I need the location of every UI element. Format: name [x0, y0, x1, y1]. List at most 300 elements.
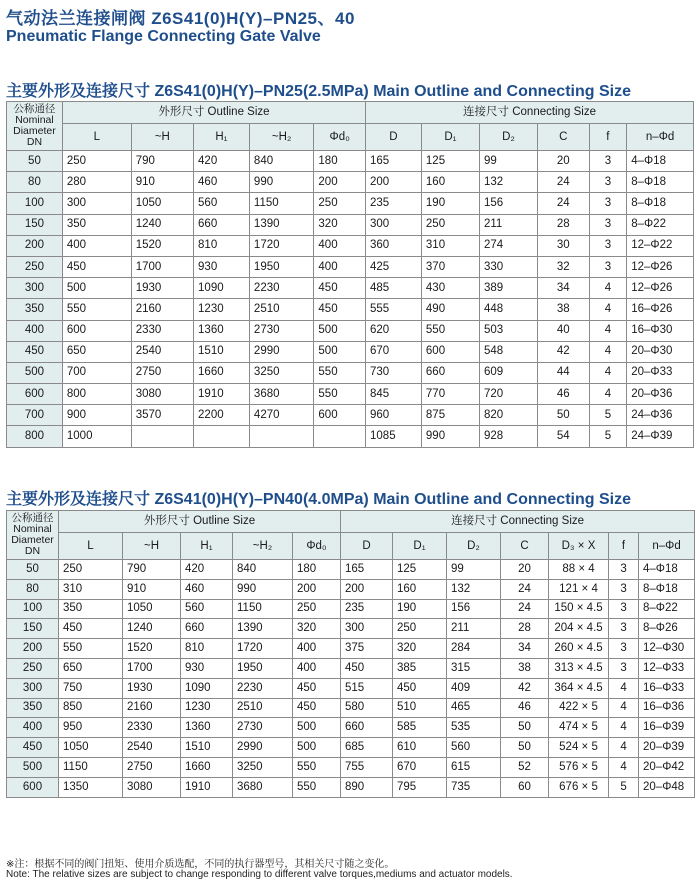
table-cell: 425	[366, 256, 422, 277]
table-cell: 400	[62, 235, 131, 256]
table-cell: 1910	[194, 384, 250, 405]
table-cell: 1390	[233, 619, 293, 639]
column-header: Φd₀	[293, 533, 341, 560]
table-cell: 4	[609, 678, 639, 698]
dn-cell: 50	[7, 560, 59, 580]
table-cell: 500	[314, 341, 366, 362]
column-header: C	[501, 533, 549, 560]
table-cell: 8–Φ18	[627, 193, 694, 214]
table-1-heading: 主要外形及连接尺寸 Z6S41(0)H(Y)–PN25(2.5MPa) Main Outline and Connecting Size	[6, 83, 631, 100]
table-cell: 900	[62, 405, 131, 426]
table-cell: 2750	[131, 362, 193, 383]
table-cell: 460	[194, 172, 250, 193]
table-cell: 1520	[131, 235, 193, 256]
table-cell	[314, 426, 366, 447]
table-cell: 8–Φ18	[639, 579, 695, 599]
table-cell: 5	[589, 426, 627, 447]
table-cell: 409	[447, 678, 501, 698]
table-cell: 52	[501, 757, 549, 777]
table-cell: 300	[366, 214, 422, 235]
table-cell: 156	[447, 599, 501, 619]
table-row	[7, 172, 694, 193]
dn-cell: 50	[7, 151, 63, 172]
table-cell: 615	[447, 757, 501, 777]
table-cell: 660	[181, 619, 233, 639]
table-cell: 720	[479, 384, 537, 405]
table-cell: 40	[538, 320, 590, 341]
dn-cell: 600	[7, 384, 63, 405]
table-cell: 132	[447, 579, 501, 599]
dn-cell: 200	[7, 639, 59, 659]
table-cell: 250	[293, 599, 341, 619]
table-cell: 3	[609, 639, 639, 659]
table-cell: 28	[501, 619, 549, 639]
table-cell: 1000	[62, 426, 131, 447]
table-cell: 121 × 4	[549, 579, 609, 599]
table-cell: 820	[479, 405, 537, 426]
table-cell: 20	[538, 151, 590, 172]
table-cell: 235	[366, 193, 422, 214]
table-cell: 500	[62, 278, 131, 299]
table-cell: 548	[479, 341, 537, 362]
table-cell: 450	[62, 256, 131, 277]
table-cell: 180	[293, 560, 341, 580]
table-cell: 385	[393, 658, 447, 678]
table-cell: 310	[59, 579, 123, 599]
table-cell: 16–Φ30	[627, 320, 694, 341]
dn-cell: 300	[7, 278, 63, 299]
table-cell: 585	[393, 718, 447, 738]
table-cell: 132	[479, 172, 537, 193]
column-header: D	[341, 533, 393, 560]
connecting-size-header: 连接尺寸 Connecting Size	[366, 102, 694, 124]
table-cell: 389	[479, 278, 537, 299]
table-cell: 3	[589, 214, 627, 235]
table-cell: 755	[341, 757, 393, 777]
table-row	[7, 619, 695, 639]
table-cell: 735	[447, 777, 501, 797]
table-cell: 2160	[123, 698, 181, 718]
column-header: ~H	[123, 533, 181, 560]
table-cell: 2230	[233, 678, 293, 698]
table-cell: 3080	[123, 777, 181, 797]
table-cell: 3	[609, 599, 639, 619]
column-header: D	[366, 124, 422, 151]
table-cell: 88 × 4	[549, 560, 609, 580]
table-cell: 204 × 4.5	[549, 619, 609, 639]
table-cell: 360	[366, 235, 422, 256]
table-cell: 930	[194, 256, 250, 277]
table-row	[7, 320, 694, 341]
table-row	[7, 777, 695, 797]
table-cell: 2540	[123, 738, 181, 758]
table-cell: 2750	[123, 757, 181, 777]
table-cell: 510	[393, 698, 447, 718]
dn-cell: 700	[7, 405, 63, 426]
table-row	[7, 341, 694, 362]
table-cell: 1700	[131, 256, 193, 277]
table-cell: 450	[314, 299, 366, 320]
table-cell: 3	[589, 172, 627, 193]
column-header: f	[609, 533, 639, 560]
table-cell: 20	[501, 560, 549, 580]
table-cell: 500	[293, 738, 341, 758]
table-cell: 4	[609, 698, 639, 718]
table-cell: 313 × 4.5	[549, 658, 609, 678]
table-cell: 30	[538, 235, 590, 256]
table-cell: 670	[393, 757, 447, 777]
table-row	[7, 579, 695, 599]
dn-header-line: 公称通径	[13, 103, 56, 115]
table-cell: 284	[447, 639, 501, 659]
table-cell: 370	[421, 256, 479, 277]
table-cell: 54	[538, 426, 590, 447]
outline-size-header: 外形尺寸 Outline Size	[59, 511, 341, 533]
table-cell: 20–Φ30	[627, 341, 694, 362]
table-cell: 4	[609, 738, 639, 758]
table-cell: 840	[233, 560, 293, 580]
table-cell: 310	[421, 235, 479, 256]
table-row	[7, 235, 694, 256]
table-cell: 910	[123, 579, 181, 599]
table-cell: 600	[314, 405, 366, 426]
dn-header	[7, 511, 59, 560]
table-cell: 555	[366, 299, 422, 320]
table-cell: 890	[341, 777, 393, 797]
dn-cell: 150	[7, 619, 59, 639]
table-cell: 24	[538, 172, 590, 193]
table-cell: 560	[181, 599, 233, 619]
table-cell: 990	[233, 579, 293, 599]
table-cell: 550	[62, 299, 131, 320]
table-cell: 3	[589, 193, 627, 214]
dn-header-line: DN	[26, 136, 43, 148]
table-cell: 1660	[181, 757, 233, 777]
table-cell: 46	[538, 384, 590, 405]
table-cell: 20–Φ33	[627, 362, 694, 383]
table-cell: 38	[501, 658, 549, 678]
column-header: ~H₂	[249, 124, 313, 151]
table-row	[7, 718, 695, 738]
table-row	[7, 256, 694, 277]
table-cell	[131, 426, 193, 447]
table-cell: 600	[62, 320, 131, 341]
pn40-size-table	[6, 510, 695, 798]
table-cell: 2730	[233, 718, 293, 738]
table-cell: 42	[501, 678, 549, 698]
table-cell: 580	[341, 698, 393, 718]
table-cell: 1090	[181, 678, 233, 698]
table-cell: 4–Φ18	[627, 151, 694, 172]
table-cell: 1050	[123, 599, 181, 619]
table-cell: 550	[314, 384, 366, 405]
table-cell: 1360	[181, 718, 233, 738]
table-cell: 1240	[131, 214, 193, 235]
table-cell: 450	[293, 698, 341, 718]
table-cell: 34	[538, 278, 590, 299]
table-cell: 42	[538, 341, 590, 362]
table-cell: 515	[341, 678, 393, 698]
table-cell: 2330	[131, 320, 193, 341]
table-cell: 8–Φ26	[639, 619, 695, 639]
table-cell: 200	[293, 579, 341, 599]
table-cell: 795	[393, 777, 447, 797]
table-cell: 34	[501, 639, 549, 659]
table-cell: 165	[341, 560, 393, 580]
table-cell: 50	[538, 405, 590, 426]
table-cell: 125	[393, 560, 447, 580]
table-cell: 280	[62, 172, 131, 193]
table-cell: 1520	[123, 639, 181, 659]
table-cell: 24	[538, 193, 590, 214]
table-cell: 1150	[249, 193, 313, 214]
connecting-size-header: 连接尺寸 Connecting Size	[341, 511, 695, 533]
table-row	[7, 426, 694, 447]
table-cell: 4–Φ18	[639, 560, 695, 580]
column-header: ~H	[131, 124, 193, 151]
dn-header-line: DN	[24, 545, 41, 557]
outline-size-header: 外形尺寸 Outline Size	[62, 102, 365, 124]
table-cell: 3	[589, 256, 627, 277]
table-cell: 3	[609, 579, 639, 599]
table-cell: 211	[479, 214, 537, 235]
table-cell: 3	[609, 658, 639, 678]
dn-cell: 250	[7, 256, 63, 277]
table-cell: 24–Φ36	[627, 405, 694, 426]
dn-cell: 450	[7, 738, 59, 758]
table-cell: 250	[62, 151, 131, 172]
table-cell: 660	[421, 362, 479, 383]
table-cell: 99	[447, 560, 501, 580]
table-cell: 950	[59, 718, 123, 738]
table-cell: 1930	[131, 278, 193, 299]
table-cell: 250	[393, 619, 447, 639]
table-cell: 400	[293, 658, 341, 678]
table-cell: 300	[62, 193, 131, 214]
table-cell: 990	[249, 172, 313, 193]
table-cell: 156	[479, 193, 537, 214]
table-cell: 1230	[194, 299, 250, 320]
table-cell: 4	[609, 757, 639, 777]
dn-cell: 500	[7, 757, 59, 777]
table-cell: 960	[366, 405, 422, 426]
table-row	[7, 599, 695, 619]
dn-cell: 600	[7, 777, 59, 797]
dn-cell: 450	[7, 341, 63, 362]
table-cell: 2540	[131, 341, 193, 362]
table-cell: 770	[421, 384, 479, 405]
table-cell: 160	[421, 172, 479, 193]
table-cell: 3080	[131, 384, 193, 405]
table-cell: 430	[421, 278, 479, 299]
table-row	[7, 299, 694, 320]
table-cell: 810	[194, 235, 250, 256]
table-cell: 16–Φ39	[639, 718, 695, 738]
table-cell: 560	[194, 193, 250, 214]
table-cell: 1240	[123, 619, 181, 639]
table-cell: 99	[479, 151, 537, 172]
table-cell: 790	[123, 560, 181, 580]
column-header: D₂	[447, 533, 501, 560]
table-cell: 4	[609, 718, 639, 738]
table-cell: 448	[479, 299, 537, 320]
table-cell: 5	[589, 405, 627, 426]
table-cell: 2200	[194, 405, 250, 426]
table-2-heading: 主要外形及连接尺寸 Z6S41(0)H(Y)–PN40(4.0MPa) Main Outline and Connecting Size	[6, 491, 631, 508]
table-cell: 610	[393, 738, 447, 758]
dn-cell: 400	[7, 320, 63, 341]
table-cell: 928	[479, 426, 537, 447]
table-cell: 2510	[249, 299, 313, 320]
table-cell: 32	[538, 256, 590, 277]
table-cell: 8–Φ22	[639, 599, 695, 619]
table-cell: 12–Φ22	[627, 235, 694, 256]
table-cell: 1660	[194, 362, 250, 383]
table-row	[7, 214, 694, 235]
table-cell: 450	[293, 678, 341, 698]
table-cell: 2230	[249, 278, 313, 299]
table-cell: 160	[393, 579, 447, 599]
dn-cell: 250	[7, 658, 59, 678]
dn-cell: 80	[7, 579, 59, 599]
dn-header-line: Nominal	[13, 523, 52, 535]
table-cell: 200	[366, 172, 422, 193]
table-cell: 990	[421, 426, 479, 447]
table-cell: 190	[393, 599, 447, 619]
table-cell: 20–Φ48	[639, 777, 695, 797]
table-cell: 600	[421, 341, 479, 362]
table-cell: 250	[314, 193, 366, 214]
table-cell: 474 × 5	[549, 718, 609, 738]
table-cell: 200	[314, 172, 366, 193]
table-cell: 364 × 4.5	[549, 678, 609, 698]
table-cell: 2160	[131, 299, 193, 320]
table-cell: 235	[341, 599, 393, 619]
dn-cell: 500	[7, 362, 63, 383]
table-cell: 150 × 4.5	[549, 599, 609, 619]
table-cell: 875	[421, 405, 479, 426]
table-cell: 350	[62, 214, 131, 235]
table-cell: 12–Φ26	[627, 278, 694, 299]
table-cell: 3	[589, 151, 627, 172]
table-cell: 1350	[59, 777, 123, 797]
table-cell: 1050	[59, 738, 123, 758]
table-cell: 730	[366, 362, 422, 383]
table-cell: 46	[501, 698, 549, 718]
table-cell: 2990	[233, 738, 293, 758]
table-row	[7, 278, 694, 299]
table-cell: 12–Φ30	[639, 639, 695, 659]
table-row	[7, 362, 694, 383]
table-cell: 1930	[123, 678, 181, 698]
table-cell: 3570	[131, 405, 193, 426]
table-cell: 1720	[249, 235, 313, 256]
table-cell: 422 × 5	[549, 698, 609, 718]
table-cell: 24	[501, 599, 549, 619]
column-header: H₁	[181, 533, 233, 560]
table-cell: 460	[181, 579, 233, 599]
table-cell	[249, 426, 313, 447]
table-cell: 1360	[194, 320, 250, 341]
table-cell: 180	[314, 151, 366, 172]
column-header: Φd₀	[314, 124, 366, 151]
table-row	[7, 698, 695, 718]
column-header: C	[538, 124, 590, 151]
table-cell: 660	[341, 718, 393, 738]
table-cell: 550	[293, 777, 341, 797]
table-cell: 60	[501, 777, 549, 797]
table-cell: 850	[59, 698, 123, 718]
table-cell: 500	[314, 320, 366, 341]
table-cell: 750	[59, 678, 123, 698]
table-cell: 1090	[194, 278, 250, 299]
table-cell: 1510	[194, 341, 250, 362]
table-cell: 4	[589, 384, 627, 405]
dn-cell: 150	[7, 214, 63, 235]
table-cell: 1510	[181, 738, 233, 758]
table-cell: 560	[447, 738, 501, 758]
dn-header-line: Diameter	[13, 125, 56, 137]
table-cell: 38	[538, 299, 590, 320]
table-cell: 315	[447, 658, 501, 678]
table-cell: 810	[181, 639, 233, 659]
dn-cell: 800	[7, 426, 63, 447]
table-cell: 609	[479, 362, 537, 383]
note-cn: ※注：根据不同的阀门扭矩、使用介质选配，不同的执行器型号，其相关尺寸随之变化。	[6, 859, 395, 870]
table-cell: 1085	[366, 426, 422, 447]
table-cell: 676 × 5	[549, 777, 609, 797]
dn-cell: 200	[7, 235, 63, 256]
table-cell: 840	[249, 151, 313, 172]
table-cell: 12–Φ26	[627, 256, 694, 277]
table-cell: 16–Φ36	[639, 698, 695, 718]
table-cell: 500	[293, 718, 341, 738]
table-cell: 24	[501, 579, 549, 599]
dn-cell: 80	[7, 172, 63, 193]
table-cell: 550	[421, 320, 479, 341]
table-cell: 3680	[249, 384, 313, 405]
table-cell: 16–Φ26	[627, 299, 694, 320]
table-cell: 420	[181, 560, 233, 580]
note-en: Note: The relative sizes are subject to change responding to different valve torques,mediums and actuator models.	[6, 869, 513, 880]
table-cell: 550	[293, 757, 341, 777]
table-cell	[194, 426, 250, 447]
column-header: H₁	[194, 124, 250, 151]
table-cell: 800	[62, 384, 131, 405]
table-cell: 650	[62, 341, 131, 362]
table-cell: 1720	[233, 639, 293, 659]
table-cell: 490	[421, 299, 479, 320]
table-cell: 420	[194, 151, 250, 172]
table-row	[7, 678, 695, 698]
table-cell: 535	[447, 718, 501, 738]
table-cell: 190	[421, 193, 479, 214]
table-row	[7, 738, 695, 758]
table-cell: 576 × 5	[549, 757, 609, 777]
column-header: D₃ × X	[549, 533, 609, 560]
column-header: ~H₂	[233, 533, 293, 560]
table-cell: 1910	[181, 777, 233, 797]
table-cell: 620	[366, 320, 422, 341]
table-cell: 1150	[59, 757, 123, 777]
dn-cell: 100	[7, 599, 59, 619]
table-cell: 330	[479, 256, 537, 277]
dn-cell: 400	[7, 718, 59, 738]
table-cell: 2510	[233, 698, 293, 718]
table-row	[7, 757, 695, 777]
table-cell: 485	[366, 278, 422, 299]
table-cell: 50	[501, 738, 549, 758]
